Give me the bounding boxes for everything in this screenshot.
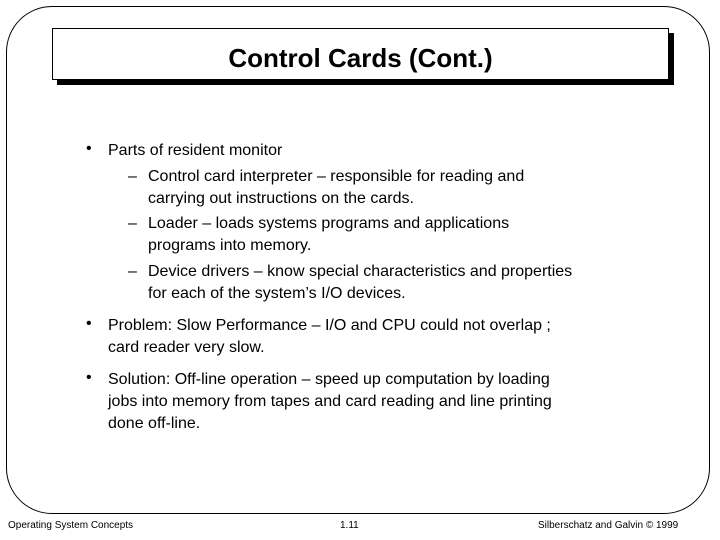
slide-title: Control Cards (Cont.) xyxy=(228,42,493,73)
bullet-2-line1: Problem: Slow Performance – I/O and CPU could not overlap ; xyxy=(108,317,551,334)
bullet-1-text: Parts of resident monitor xyxy=(108,142,283,159)
footer-right: Silberschatz and Galvin © 1999 xyxy=(538,520,679,531)
subitem-2-line2: programs into memory. xyxy=(148,237,312,254)
subitem-1-line2: carrying out instructions on the cards. xyxy=(148,190,414,207)
subitem-1-line1: Control card interpreter – responsible for reading and xyxy=(148,168,525,185)
subitem-3-line1: Device drivers – know special characteristics and properties xyxy=(148,263,573,280)
subitem-3-line2: for each of the system’s I/O devices. xyxy=(148,285,406,302)
bullet-dot-2: • xyxy=(86,315,92,332)
dash-2: – xyxy=(128,215,137,232)
bullet-3-line2: jobs into memory from tapes and card reading and line printing xyxy=(108,393,552,410)
bullet-3-line1: Solution: Off-line operation – speed up computation by loading xyxy=(108,371,550,388)
bullet-3-line3: done off-line. xyxy=(108,415,201,432)
bullet-dot-1: • xyxy=(86,140,92,157)
footer-left: Operating System Concepts xyxy=(8,520,134,531)
dash-3: – xyxy=(128,263,137,280)
bullet-dot-3: • xyxy=(86,369,92,386)
footer-page-number: 1.11 xyxy=(340,520,359,531)
subitem-2-line1: Loader – loads systems programs and applications xyxy=(148,215,510,232)
bullet-2-line2: card reader very slow. xyxy=(108,339,265,356)
dash-1: – xyxy=(128,168,137,185)
